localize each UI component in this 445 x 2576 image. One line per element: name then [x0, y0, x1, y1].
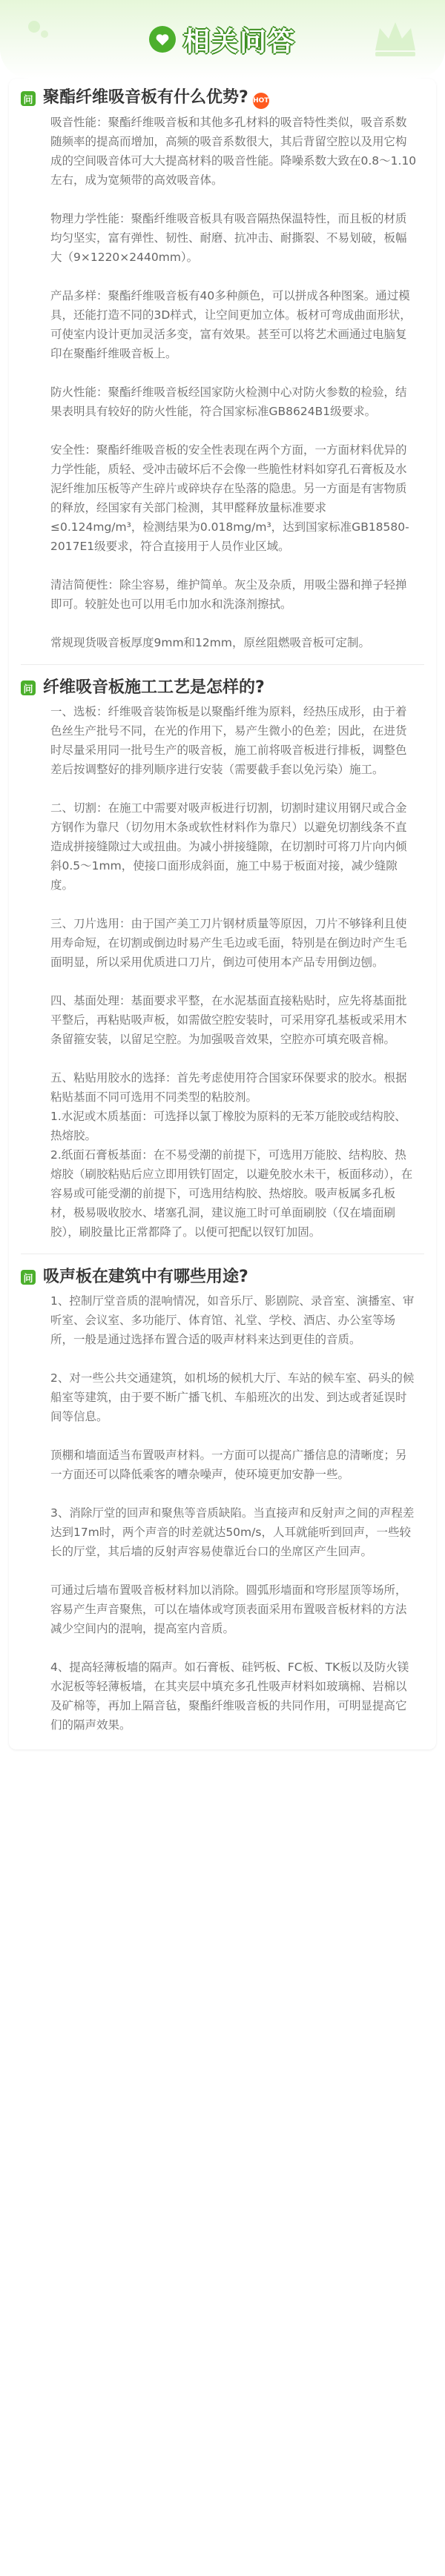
header-title-group: [149, 21, 296, 59]
answer-paragraph: 防火性能：聚酯纤维吸音板经国家防火检测中心对防火参数的检验，结果表明具有较好的防火性能，符合国家标准GB8624B1级要求。: [50, 385, 407, 418]
question-row[interactable]: [21, 1263, 424, 1291]
answer-paragraph: 1、控制厅堂音质的混响情况，如音乐厅、影剧院、录音室、演播室、审听室、会议室、多功能厅、体育馆、礼堂、学校、酒店、办公室等场所，一般是通过选择布置合适的吸声材料来达到更佳的音质。: [50, 1294, 415, 1346]
header-banner: [0, 0, 445, 79]
leaf-deco-icon: [25, 16, 55, 46]
question-text: 纤维吸音板施工工艺是怎样的?: [43, 678, 265, 697]
answer-paragraph: 3、消除厅堂的回声和聚焦等音质缺陷。当直接声和反射声之间的声程差达到17m时，两个声音的时差就达50m/s，人耳就能听到回声，一些较长的厅堂，其后墙的反射声容易使靠近台口的坐席区产生回声。: [50, 1506, 415, 1558]
answer-paragraph: 产品多样：聚酯纤维吸音板有40多种颜色，可以拼成各种图案。通过模具，还能打造不同的3D样式，让空间更加立体。板材可弯成曲面形状，可使室内设计更加灵活多变，富有效果。甚至可以将艺术画通过电脑复印在聚酯纤维吸音板上。: [50, 289, 412, 360]
answer-paragraph: 安全性：聚酯纤维吸音板的安全性表现在两个方面，一方面材料优异的力学性能，质轻、受冲击破坏后不会像一些脆性材料如穿孔石膏板及水泥纤维加压板等产生碎片或碎块存在坠落的隐患。另一方面是有害物质的释放，经国家有关部门检测，其甲醛释放量标准要求≤0.124mg/m³，检测结果为0.018mg/m³，达到国家标准GB18580-2017E1级要求，符合直接用于人员作业区域。: [50, 443, 409, 553]
answer-paragraph: 1.水泥或木质基面：可选择以氯丁橡胶为原料的无苯万能胶或结构胶、热熔胶。: [50, 1110, 406, 1142]
answer-paragraph: 常规现货吸音板厚度9mm和12mm，原丝阻燃吸音板可定制。: [50, 636, 370, 649]
qa-section: [21, 674, 424, 1242]
answer-paragraph: 4、提高轻薄板墙的隔声。如石膏板、硅钙板、FC板、TK板以及防火镁水泥板等轻薄板墙，在其夹层中填充多孔性吸声材料如玻璃棉、岩棉以及矿棉等，再加上隔音毡，聚酯纤维吸音板的共同作用，可明显提高它们的隔声效果。: [50, 1661, 409, 1732]
crown-deco-icon: [369, 12, 421, 64]
qa-section: [21, 85, 424, 652]
answer-paragraph: 吸音性能：聚酯纤维吸音板和其他多孔材料的吸音特性类似，吸音系数随频率的提高而增加，高频的吸音系数很大，其后背留空腔以及用它构成的空间吸音体可大大提高材料的吸音性能。降噪系数大致在0.8～1.10左右，成为宽频带的高效吸音体。: [50, 116, 417, 187]
page-title: 相关问答: [182, 26, 296, 57]
answer-paragraph: 物理力学性能：聚酯纤维吸音板具有吸音隔热保温特性，而且板的材质均匀坚实，富有弹性、韧性、耐磨、抗冲击、耐撕裂、不易划破，板幅大（9×1220×2440mm）。: [50, 212, 407, 264]
section-divider: [21, 664, 424, 665]
question-icon: 问: [21, 681, 36, 695]
question-icon: 问: [21, 1270, 36, 1285]
question-row[interactable]: [21, 85, 424, 113]
answer-paragraph: 五、粘贴用胶水的选择：首先考虑使用符合国家环保要求的胶水。根据粘贴基面不同可选用不同类型的粘胶剂。: [50, 1071, 407, 1104]
qa-section: [21, 1263, 424, 1735]
qa-card: [9, 79, 436, 1749]
question-label: 聚酯纤维吸音板有什么优势?: [43, 87, 248, 107]
answer-paragraph: 四、基面处理：基面要求平整，在水泥基面直接粘贴时，应先将基面批平整后，再粘贴吸声板，如需做空腔安装时，可采用穿孔基板或采用木条留箍安装，以留足空腔。为加强吸音效果，空腔亦可填充吸音棉。: [50, 994, 407, 1046]
heart-icon: [149, 26, 176, 53]
answer-paragraph: 二、切割：在施工中需要对吸声板进行切割，切割时建议用钢尺或合金方钢作为靠尺（切勿用木条或软性材料作为靠尺）以避免切割线条不直造成拼接缝隙过大或扭曲。为减小拼接缝隙，在切割时可将刀片向内倾斜0.5～1mm，使接口面形成斜面，施工中易于板面对接，减少缝隙度。: [50, 801, 407, 892]
answer-block: [50, 702, 417, 1242]
answer-paragraph: 2.纸面石膏板基面：在不易受潮的前提下，可选用万能胶、结构胶、热熔胶（刷胶粘贴后应立即用铁钉固定，以避免胶水未干，板面移动），在容易或可能受潮的前提下，可选用结构胶、热熔胶。吸声板属多孔板材，极易吸收胶水、堵塞孔洞，建议施工时可单面刷胶（仅在墙面刷胶），刷胶量比正常都降了。以便可把配以钗钉加固。: [50, 1148, 413, 1239]
question-icon: 问: [21, 91, 36, 106]
answer-block: [50, 1291, 417, 1735]
answer-paragraph: 2、对一些公共交通建筑，如机场的候机大厅、车站的候车室、码头的候船室等建筑，由于要不断广播飞机、车船班次的出发、到达或者延误时间等信息。: [50, 1371, 415, 1423]
qa-card-wrap: [0, 79, 445, 1749]
question-text: [43, 88, 269, 109]
answer-paragraph: 一、选板：纤维吸音装饰板是以聚酯纤维为原料，经热压成形，由于着色丝生产批号不同，在光的作用下，易产生微小的色差；因此，在进货时尽量采用同一批号生产的吸音板，施工前将吸音板进行排板，调整色差后按调整好的排列顺序进行安装（需要截手套以免污染）施工。: [50, 705, 407, 776]
question-row[interactable]: [21, 674, 424, 702]
answer-paragraph: 顶棚和墙面适当布置吸声材料。一方面可以提高广播信息的清晰度；另一方面还可以降低乘客的嘈杂噪声，使环境更加安静一些。: [50, 1448, 407, 1481]
answer-paragraph: 清洁简便性：除尘容易，维护简单。灰尘及杂质，用吸尘器和掸子轻掸即可。较脏处也可以用毛巾加水和洗涤剂擦拭。: [50, 578, 407, 611]
question-text: 吸声板在建筑中有哪些用途?: [43, 1267, 248, 1286]
answer-paragraph: 可通过后墙布置吸音板材料加以消除。圆弧形墙面和穹形屋顶等场所，容易产生声音聚焦，可以在墙体或穹顶表面采用布置吸音板材料的方法减少空间内的混响，提高室内音质。: [50, 1583, 407, 1635]
answer-block: [50, 113, 417, 652]
hot-badge: HOT: [253, 93, 269, 109]
answer-paragraph: 三、刀片选用：由于国产美工刀片钢材质量等原因，刀片不够锋利且使用寿命短，在切割或倒边时易产生毛边或毛面，特别是在倒边时产生毛面明显，所以采用优质进口刀片，倒边可使用本产品专用倒边刨。: [50, 917, 407, 969]
